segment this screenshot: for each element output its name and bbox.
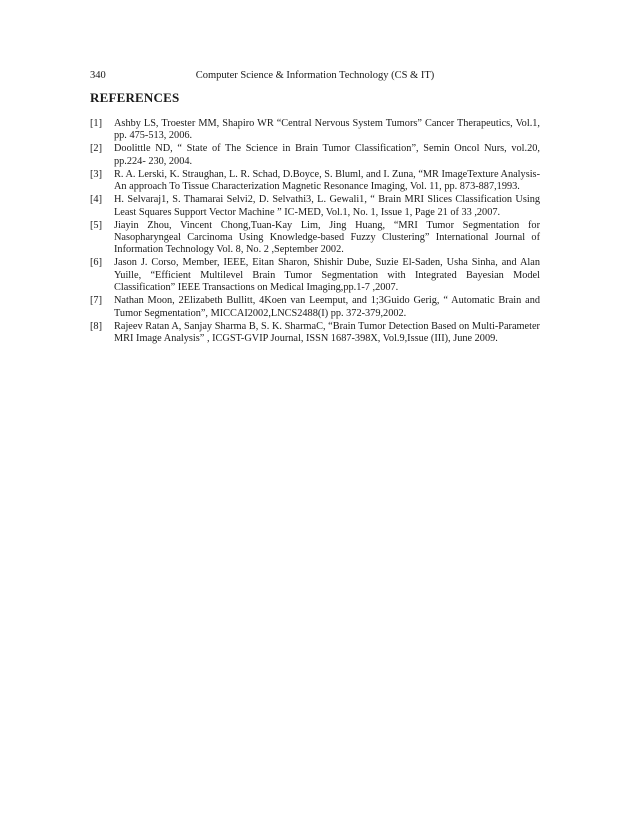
running-header: [90, 68, 540, 84]
page-number: 340: [90, 70, 106, 81]
reference-text: Jason J. Corso, Member, IEEE, Eitan Sharon, Shishir Dube, Suzie El-Saden, Usha Sinha, and Alan Yuille, “Efficient Multilevel Brain Tumor Segmentation with Integrated Bayesian Model Classification” IEEE Transactions on Medical Imaging,pp.1-7 ,2007.: [114, 257, 540, 294]
reference-text: Ashby LS, Troester MM, Shapiro WR “Central Nervous System Tumors” Cancer Therapeutics, Vol.1, pp. 475-513, 2006.: [114, 118, 540, 142]
reference-item: [90, 118, 540, 143]
reference-number: [2]: [90, 143, 103, 155]
reference-text: Jiayin Zhou, Vincent Chong,Tuan-Kay Lim, Jing Huang, “MRI Tumor Segmentation for Nasopharyngeal Carcinoma Using Knowledge-based Fuzzy Clustering” International Journal of Information Technology Vol. 8, No. 2 ,September 2002.: [114, 219, 540, 256]
reference-number: [4]: [90, 194, 103, 206]
reference-item: [90, 194, 540, 219]
reference-number: [7]: [90, 295, 103, 307]
reference-item: [90, 321, 540, 346]
reference-text: R. A. Lerski, K. Straughan, L. R. Schad, D.Boyce, S. Bluml, and I. Zuna, “MR ImageTexture Analysis- An approach To Tissue Characterization Magnetic Resonance Imaging, Vol. 11, pp. 873-887,1993.: [114, 168, 540, 193]
journal-title: Computer Science & Information Technology (CS & IT): [195, 70, 435, 81]
section-heading: REFERENCES: [90, 90, 180, 105]
reference-text: Nathan Moon, 2Elizabeth Bullitt, 4Koen van Leemput, and 1;3Guido Gerig, “ Automatic Brain and Tumor Segmentation”, MICCAI2002,LNCS2488(I) pp. 372-379,2002.: [114, 295, 540, 319]
reference-text: Rajeev Ratan A, Sanjay Sharma B, S. K. SharmaC, “Brain Tumor Detection Based on Multi-Parameter MRI Image Analysis” , ICGST-GVIP Journal, ISSN 1687-398X, Vol.9,Issue (III), June 2009.: [114, 320, 540, 345]
reference-text: Doolittle ND, “ State of The Science in Brain Tumor Classification”, Semin Oncol Nurs, vol.20, pp.224- 230, 2004.: [114, 143, 540, 167]
reference-item: [90, 295, 540, 320]
reference-number: [8]: [90, 320, 103, 332]
reference-item: [90, 143, 540, 168]
reference-list: [90, 118, 540, 346]
reference-item: [90, 169, 540, 194]
reference-item: [90, 257, 540, 294]
reference-number: [5]: [90, 219, 103, 231]
reference-number: [3]: [90, 168, 103, 180]
reference-item: [90, 220, 540, 257]
reference-number: [1]: [90, 118, 103, 129]
reference-text: H. Selvaraj1, S. Thamarai Selvi2, D. Selvathi3, L. Gewali1, “ Brain MRI Slices Classification Using Least Squares Support Vector Machine ” IC-MED, Vol.1, No. 1, Issue 1, Page 21 of 33 ,2007.: [114, 194, 540, 218]
reference-number: [6]: [90, 257, 103, 269]
